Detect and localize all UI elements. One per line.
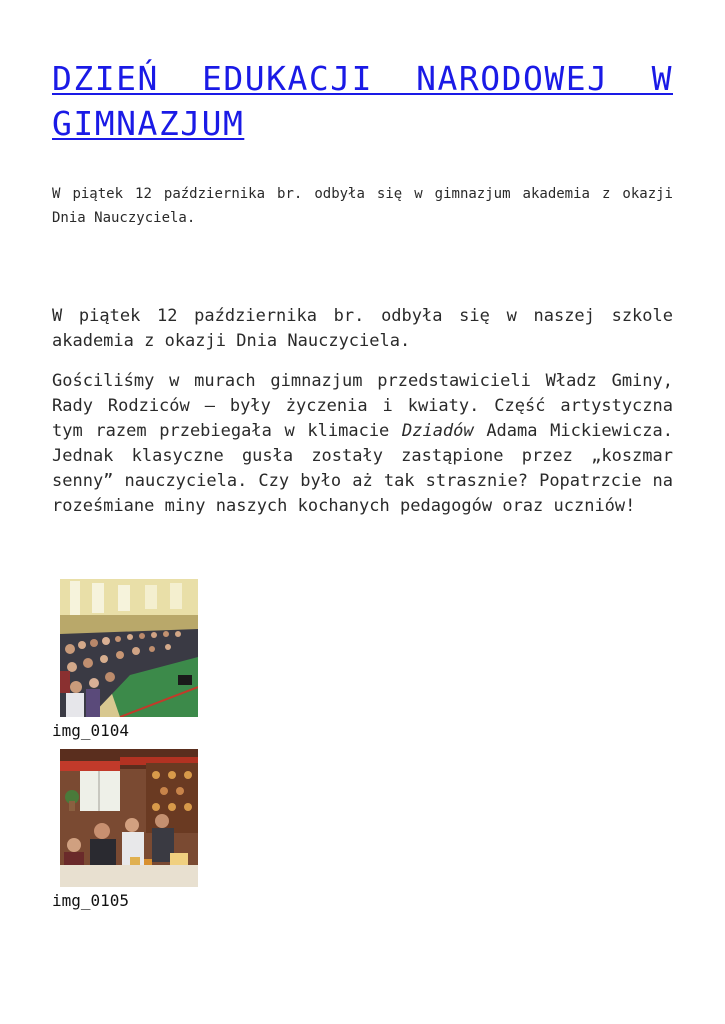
gallery-caption-2: img_0105 [52, 891, 130, 910]
paragraph-2-start: Gościliśmy w murach gimnazjum przedstawicieli Władz Gminy, Rady Rodziców – były życzenia i kwiaty. Część artystyczna tym razem przebiegała w klimacie [52, 371, 673, 441]
gallery-caption-1: img_0104 [52, 721, 130, 740]
gallery-thumb-2[interactable] [60, 749, 198, 887]
post-excerpt: W piątek 12 października br. odbyła się w gimnazjum akademia z okazji Dnia Nauczyciela. [52, 186, 673, 226]
paragraph-1: W piątek 12 października br. odbyła się w naszej szkole akademia z okazji Dnia Nauczyciela. [52, 306, 673, 351]
paragraph-2-end: Adama Mickiewicza. Jednak klasyczne gusła zostały zastąpione przez „koszmar senny” nauczyciela. Czy było aż tak strasznie? Popatrzcie na roześmiane miny naszych kochanych pedagogów oraz uczniów! [52, 421, 673, 516]
post-title-link[interactable]: DZIEŃ EDUKACJI NARODOWEJ W GIMNAZJUM [52, 59, 673, 143]
image-gallery [52, 579, 673, 919]
gallery-thumb-1[interactable] [60, 579, 198, 717]
post-content [52, 304, 673, 534]
audience-photo-icon [60, 579, 198, 717]
paragraph-2-italic: Dziadów [401, 421, 474, 441]
post-title [52, 56, 673, 146]
paragraph-2 [52, 369, 673, 519]
teachers-photo-icon [60, 749, 198, 887]
